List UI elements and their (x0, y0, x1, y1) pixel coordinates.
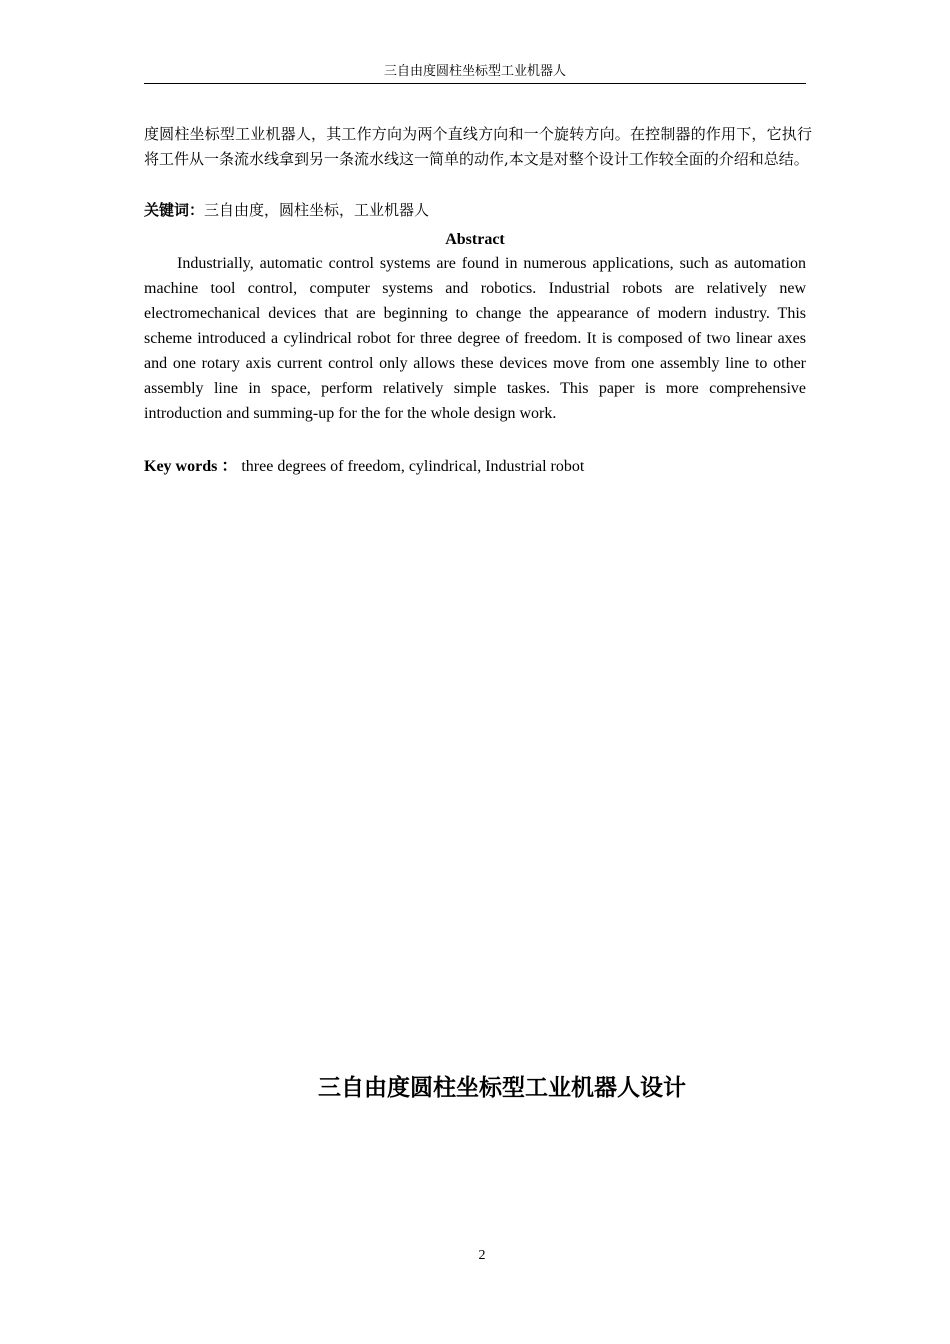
english-keywords-value: three degrees of freedom, cylindrical, Industrial robot (241, 458, 585, 475)
running-header: 三自由度圆柱坐标型工业机器人 (144, 62, 806, 84)
chinese-abstract-paragraph: 度圆柱坐标型工业机器人，其工作方向为两个直线方向和一个旋转方向。在控制器的作用下，它执行将工件从一条流水线拿到另一条流水线这一简单的动作,本文是对整个设计工作较全面的介绍和总结。 (144, 125, 812, 168)
abstract-heading: Abstract (445, 231, 505, 248)
chinese-keywords-label: 关键词： (144, 201, 205, 219)
chinese-keywords (144, 198, 806, 223)
english-abstract-paragraph: Industrially, automatic control systems are found in numerous applications, such as automation machine tool control, computer systems and robotics. Industrial robots are relatively new electromechanical devices that are beginning to change the appearance of modern industry. This scheme introduced a cylindrical robot for three degree of freedom. It is composed of two linear axes and one rotary axis current control only allows these devices move from one assembly line to other assembly line in space, perform relatively simple taskes. This paper is more comprehensive introduction and summing-up for the for the whole design work. (144, 255, 806, 422)
document-title: 三自由度圆柱坐标型工业机器人设计 (318, 1075, 686, 1101)
chinese-keywords-value: 三自由度，圆柱坐标，工业机器人 (204, 201, 430, 219)
page-number: 2 (478, 1248, 486, 1263)
english-keywords (144, 454, 806, 479)
english-keywords-label: Key words ： (144, 458, 238, 475)
